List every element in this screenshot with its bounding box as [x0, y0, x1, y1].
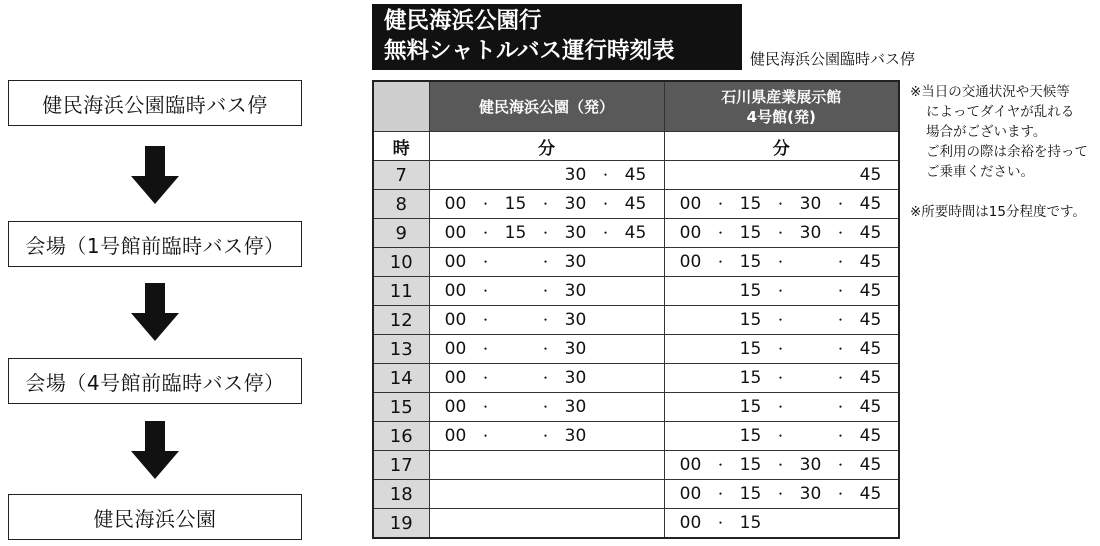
departure-minute: 30	[564, 310, 587, 330]
minutes-cell-b	[664, 306, 899, 335]
departure-minute: 45	[624, 223, 647, 243]
departure-minute: 00	[679, 513, 702, 533]
minutes-cell-a	[429, 480, 664, 509]
route-stop-2: 会場（1号館前臨時バス停）	[8, 221, 302, 267]
stop-caption: 健民海浜公園臨時バス停	[750, 50, 916, 68]
hour-cell: 15	[373, 393, 429, 422]
title-line-1: 健民海浜公園行	[384, 8, 542, 34]
minutes-cell-a	[429, 393, 664, 422]
departure-minute: 45	[859, 252, 882, 272]
departure-minute: 15	[739, 339, 762, 359]
departure-minute: 30	[799, 194, 822, 214]
timetable-title	[372, 4, 742, 70]
timetable-row	[373, 451, 899, 480]
minutes-cell-b	[664, 277, 899, 306]
hour-cell: 13	[373, 335, 429, 364]
timetable-row	[373, 480, 899, 509]
minute-separator: ・	[834, 255, 847, 269]
minute-separator: ・	[774, 487, 787, 501]
minutes-cell-b	[664, 422, 899, 451]
departure-minute: 15	[739, 426, 762, 446]
minutes-cell-a	[429, 219, 664, 248]
title-line-2: 無料シャトルバス運行時刻表	[384, 38, 675, 64]
timetable-row	[373, 393, 899, 422]
minute-separator: ・	[599, 197, 612, 211]
column-header-exhibition-hall-line-2: 4号館(発)	[746, 107, 816, 126]
departure-minute: 30	[564, 165, 587, 185]
minute-separator: ・	[834, 342, 847, 356]
minute-separator: ・	[539, 371, 552, 385]
departure-minute: 30	[564, 426, 587, 446]
minute-separator: ・	[834, 197, 847, 211]
departure-minute: 00	[679, 455, 702, 475]
minute-separator: ・	[539, 226, 552, 240]
minute-label-a: 分	[429, 132, 664, 161]
minute-separator: ・	[834, 400, 847, 414]
minute-separator: ・	[714, 487, 727, 501]
departure-minute: 15	[739, 455, 762, 475]
minutes-cell-b	[664, 219, 899, 248]
minute-separator: ・	[714, 458, 727, 472]
hour-label: 時	[373, 132, 429, 161]
note-1-line-3: 場合がございます。	[926, 124, 1047, 140]
departure-minute: 30	[564, 368, 587, 388]
minutes-cell-b	[664, 509, 899, 539]
minute-separator: ・	[714, 226, 727, 240]
minute-separator: ・	[714, 255, 727, 269]
timetable-row	[373, 509, 899, 539]
minute-separator: ・	[479, 342, 492, 356]
timetable-row	[373, 219, 899, 248]
note-1-line-5: ご乗車ください。	[926, 164, 1034, 180]
minute-separator: ・	[539, 255, 552, 269]
minute-separator: ・	[539, 400, 552, 414]
departure-minute: 00	[444, 368, 467, 388]
departure-minute: 15	[739, 223, 762, 243]
departure-minute: 45	[859, 484, 882, 504]
departure-minute: 45	[859, 223, 882, 243]
departure-minute: 30	[564, 252, 587, 272]
hour-cell: 9	[373, 219, 429, 248]
minute-label-b: 分	[664, 132, 899, 161]
minute-separator: ・	[774, 458, 787, 472]
minutes-cell-a	[429, 509, 664, 539]
timetable-row	[373, 306, 899, 335]
down-arrow-icon	[131, 146, 179, 204]
departure-minute: 00	[444, 281, 467, 301]
departure-minute: 15	[739, 252, 762, 272]
minute-separator: ・	[479, 255, 492, 269]
minute-separator: ・	[774, 197, 787, 211]
minute-separator: ・	[834, 226, 847, 240]
minutes-cell-a	[429, 277, 664, 306]
departure-minute: 15	[739, 281, 762, 301]
minute-separator: ・	[479, 429, 492, 443]
departure-minute: 00	[679, 194, 702, 214]
minute-separator: ・	[834, 429, 847, 443]
minute-separator: ・	[539, 284, 552, 298]
minute-separator: ・	[479, 197, 492, 211]
timetable-row	[373, 190, 899, 219]
minutes-cell-a	[429, 161, 664, 190]
minute-separator: ・	[774, 400, 787, 414]
minutes-cell-a	[429, 248, 664, 277]
minutes-cell-b	[664, 480, 899, 509]
hour-cell: 16	[373, 422, 429, 451]
minutes-cell-a	[429, 335, 664, 364]
notes	[910, 82, 1100, 222]
hour-cell: 14	[373, 364, 429, 393]
timetable-row	[373, 277, 899, 306]
timetable-row	[373, 422, 899, 451]
departure-minute: 15	[739, 484, 762, 504]
departure-minute: 00	[679, 223, 702, 243]
departure-minute: 45	[624, 165, 647, 185]
departure-minute: 00	[679, 252, 702, 272]
minute-separator: ・	[774, 429, 787, 443]
departure-minute: 45	[859, 310, 882, 330]
hour-cell: 7	[373, 161, 429, 190]
minute-separator: ・	[774, 342, 787, 356]
minutes-cell-b	[664, 248, 899, 277]
route-stop-4: 健民海浜公園	[8, 494, 302, 540]
note-1-line-1: ※当日の交通状況や天候等	[910, 84, 1070, 100]
route-stop-1: 健民海浜公園臨時バス停	[8, 80, 302, 126]
note-1-line-2: によってダイヤが乱れる	[926, 104, 1075, 120]
departure-minute: 45	[859, 281, 882, 301]
minute-separator: ・	[714, 197, 727, 211]
departure-minute: 30	[799, 484, 822, 504]
note-2: ※所要時間は15分程度です。	[910, 204, 1086, 220]
minute-separator: ・	[539, 313, 552, 327]
minute-separator: ・	[539, 197, 552, 211]
hour-cell: 18	[373, 480, 429, 509]
minutes-cell-a	[429, 422, 664, 451]
minute-separator: ・	[599, 168, 612, 182]
minutes-cell-a	[429, 190, 664, 219]
minute-separator: ・	[834, 458, 847, 472]
timetable-body	[373, 161, 899, 539]
minute-separator: ・	[774, 226, 787, 240]
minute-separator: ・	[774, 313, 787, 327]
route-stop-3: 会場（4号館前臨時バス停）	[8, 358, 302, 404]
down-arrow-icon	[131, 283, 179, 341]
timetable-row	[373, 364, 899, 393]
header-blank-cell	[373, 81, 429, 132]
minute-separator: ・	[834, 487, 847, 501]
departure-minute: 45	[859, 194, 882, 214]
minute-separator: ・	[774, 284, 787, 298]
departure-minute: 30	[564, 397, 587, 417]
departure-minute: 15	[504, 223, 527, 243]
hour-cell: 12	[373, 306, 429, 335]
departure-minute: 00	[679, 484, 702, 504]
minutes-cell-a	[429, 451, 664, 480]
minutes-cell-a	[429, 306, 664, 335]
minute-separator: ・	[479, 313, 492, 327]
departure-minute: 30	[799, 455, 822, 475]
minute-separator: ・	[834, 313, 847, 327]
hour-cell: 8	[373, 190, 429, 219]
minutes-cell-b	[664, 451, 899, 480]
departure-minute: 45	[859, 165, 882, 185]
down-arrow-icon	[131, 421, 179, 479]
column-header-kenmin: 健民海浜公園（発）	[429, 81, 664, 132]
departure-minute: 45	[859, 426, 882, 446]
minutes-cell-b	[664, 393, 899, 422]
departure-minute: 45	[859, 339, 882, 359]
timetable-row	[373, 335, 899, 364]
departure-minute: 45	[624, 194, 647, 214]
departure-minute: 45	[859, 455, 882, 475]
hour-cell: 19	[373, 509, 429, 539]
departure-minute: 15	[739, 194, 762, 214]
departure-minute: 00	[444, 426, 467, 446]
departure-minute: 00	[444, 397, 467, 417]
minute-separator: ・	[834, 284, 847, 298]
departure-minute: 00	[444, 194, 467, 214]
departure-minute: 15	[739, 513, 762, 533]
minute-separator: ・	[774, 371, 787, 385]
departure-minute: 30	[564, 223, 587, 243]
minute-separator: ・	[599, 226, 612, 240]
minutes-cell-b	[664, 364, 899, 393]
minute-separator: ・	[539, 342, 552, 356]
departure-minute: 30	[799, 223, 822, 243]
departure-minute: 45	[859, 368, 882, 388]
departure-minute: 00	[444, 223, 467, 243]
column-header-exhibition-hall	[664, 81, 899, 132]
hour-cell: 11	[373, 277, 429, 306]
column-header-exhibition-hall-line-1: 石川県産業展示館	[721, 87, 842, 106]
departure-minute: 15	[739, 397, 762, 417]
departure-minute: 00	[444, 310, 467, 330]
timetable-row	[373, 161, 899, 190]
hour-cell: 17	[373, 451, 429, 480]
minute-separator: ・	[479, 371, 492, 385]
minutes-cell-b	[664, 190, 899, 219]
hour-cell: 10	[373, 248, 429, 277]
minute-separator: ・	[834, 371, 847, 385]
timetable	[372, 80, 900, 539]
timetable-row	[373, 248, 899, 277]
departure-minute: 30	[564, 194, 587, 214]
minutes-cell-b	[664, 335, 899, 364]
departure-minute: 30	[564, 281, 587, 301]
departure-minute: 15	[504, 194, 527, 214]
minutes-cell-b	[664, 161, 899, 190]
minute-separator: ・	[774, 255, 787, 269]
minute-separator: ・	[479, 400, 492, 414]
minutes-cell-a	[429, 364, 664, 393]
departure-minute: 00	[444, 252, 467, 272]
minute-separator: ・	[714, 516, 727, 530]
departure-minute: 00	[444, 339, 467, 359]
departure-minute: 15	[739, 310, 762, 330]
minute-separator: ・	[539, 429, 552, 443]
departure-minute: 30	[564, 339, 587, 359]
minute-separator: ・	[479, 284, 492, 298]
minute-separator: ・	[479, 226, 492, 240]
departure-minute: 15	[739, 368, 762, 388]
departure-minute: 45	[859, 397, 882, 417]
note-1-line-4: ご利用の際は余裕を持って	[926, 144, 1088, 160]
